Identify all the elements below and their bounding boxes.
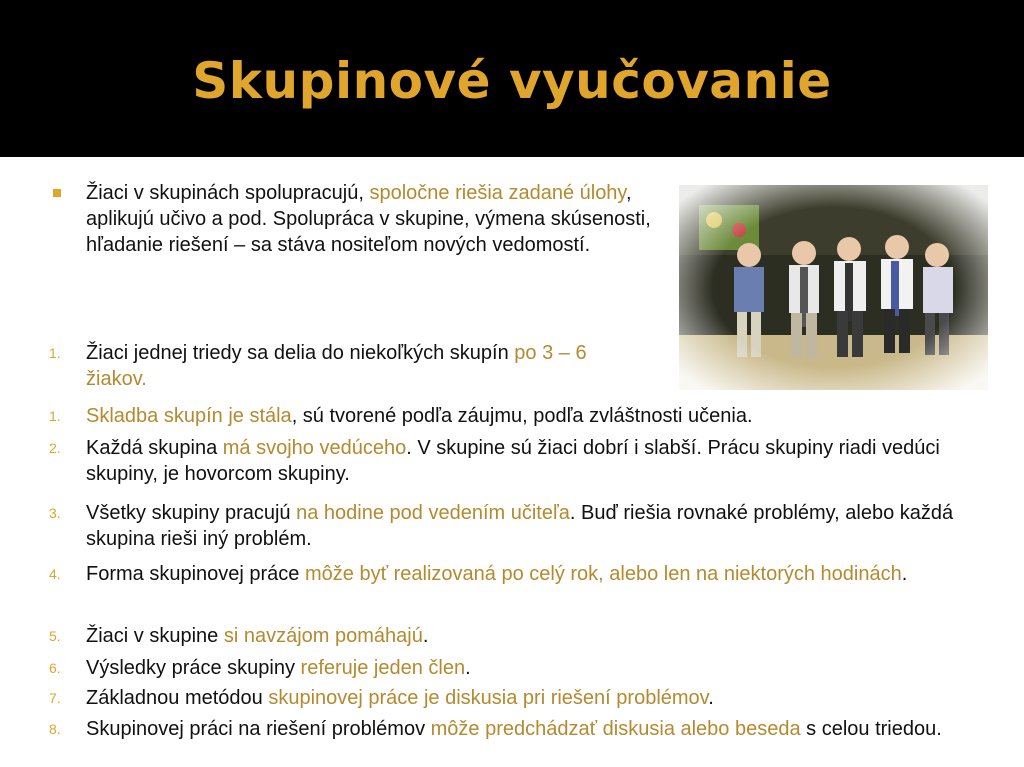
text-run: . V skupine sú žiaci dobrí i slabší. Prácu skupiny riadi vedúci skupiny, je hovorcom skupiny. — [86, 437, 940, 485]
text-run-highlight: môže predchádzať diskusia alebo beseda — [430, 718, 801, 740]
text-run-highlight: na hodine pod vedením učiteľa — [296, 502, 570, 524]
list-marker: 4. — [49, 566, 61, 582]
slide-title: Skupinové vyučovanie — [192, 52, 832, 110]
text-run-highlight: Skladba skupín je stála — [86, 405, 292, 427]
text-run: , sú tvorené podľa záujmu, podľa zvláštnosti učenia. — [291, 405, 753, 427]
text-run: , aplikujú učivo a pod. Spolupráca v skupine, výmena skúsenosti, hľadanie riešení – sa stáva nositeľom nových vedomostí. — [86, 182, 651, 256]
text-run: Výsledky práce skupiny — [86, 657, 301, 679]
list-item — [86, 685, 986, 711]
text-run-highlight: si navzájom pomáhajú — [223, 625, 423, 647]
text-run: . — [422, 625, 429, 647]
text-run: . — [901, 563, 908, 585]
text-run: s celou triedou. — [800, 718, 942, 740]
list-marker: 8. — [49, 721, 61, 737]
list-marker: 7. — [49, 690, 61, 706]
list-marker: 1. — [49, 408, 61, 424]
list-item — [86, 403, 986, 429]
text-run-highlight: referuje jeden člen — [300, 657, 466, 679]
text-run-highlight: po 3 – 6 žiakov. — [86, 342, 587, 390]
list-marker: 5. — [49, 628, 61, 644]
intro-text — [86, 180, 666, 258]
list-item — [86, 340, 606, 392]
text-run: . — [465, 657, 471, 679]
list-item — [86, 435, 986, 487]
text-run: . Buď riešia rovnaké problémy, alebo každá skupina rieši iný problém. — [86, 502, 954, 550]
list-item — [86, 623, 986, 649]
text-run: Žiaci v skupine — [86, 625, 224, 647]
text-run-highlight: skupinovej práce je diskusia pri riešení problémov — [268, 687, 709, 709]
text-run: Každá skupina — [86, 437, 223, 459]
list-marker: 2. — [49, 440, 61, 456]
text-run: Základnou metódou — [86, 687, 269, 709]
list-item — [86, 561, 966, 587]
list-item — [86, 655, 986, 681]
text-run-highlight: spoločne riešia zadané úlohy — [369, 182, 626, 204]
text-run: . — [708, 687, 714, 709]
list-marker: 6. — [49, 660, 61, 676]
list-item — [86, 716, 966, 742]
text-run-highlight: môže byť realizovaná po celý rok, alebo len na niektorých hodinách — [304, 563, 902, 585]
classroom-photo — [679, 185, 988, 390]
text-run-highlight: má svojho vedúceho — [222, 437, 407, 459]
classroom-photo-icon — [679, 185, 988, 390]
text-run: Forma skupinovej práce — [86, 563, 305, 585]
text-run: Skupinovej práci na riešení problémov — [86, 718, 431, 740]
text-run: Žiaci jednej triedy sa delia do niekoľkých skupín — [86, 342, 515, 364]
text-run: Všetky skupiny pracujú — [86, 502, 297, 524]
list-marker: 1. — [49, 345, 61, 361]
bullet-square-icon — [53, 189, 61, 197]
title-bar — [0, 0, 1024, 157]
list-item — [86, 500, 996, 552]
text-run: Žiaci v skupinách spolupracujú, — [86, 182, 370, 204]
list-marker: 3. — [49, 505, 61, 521]
